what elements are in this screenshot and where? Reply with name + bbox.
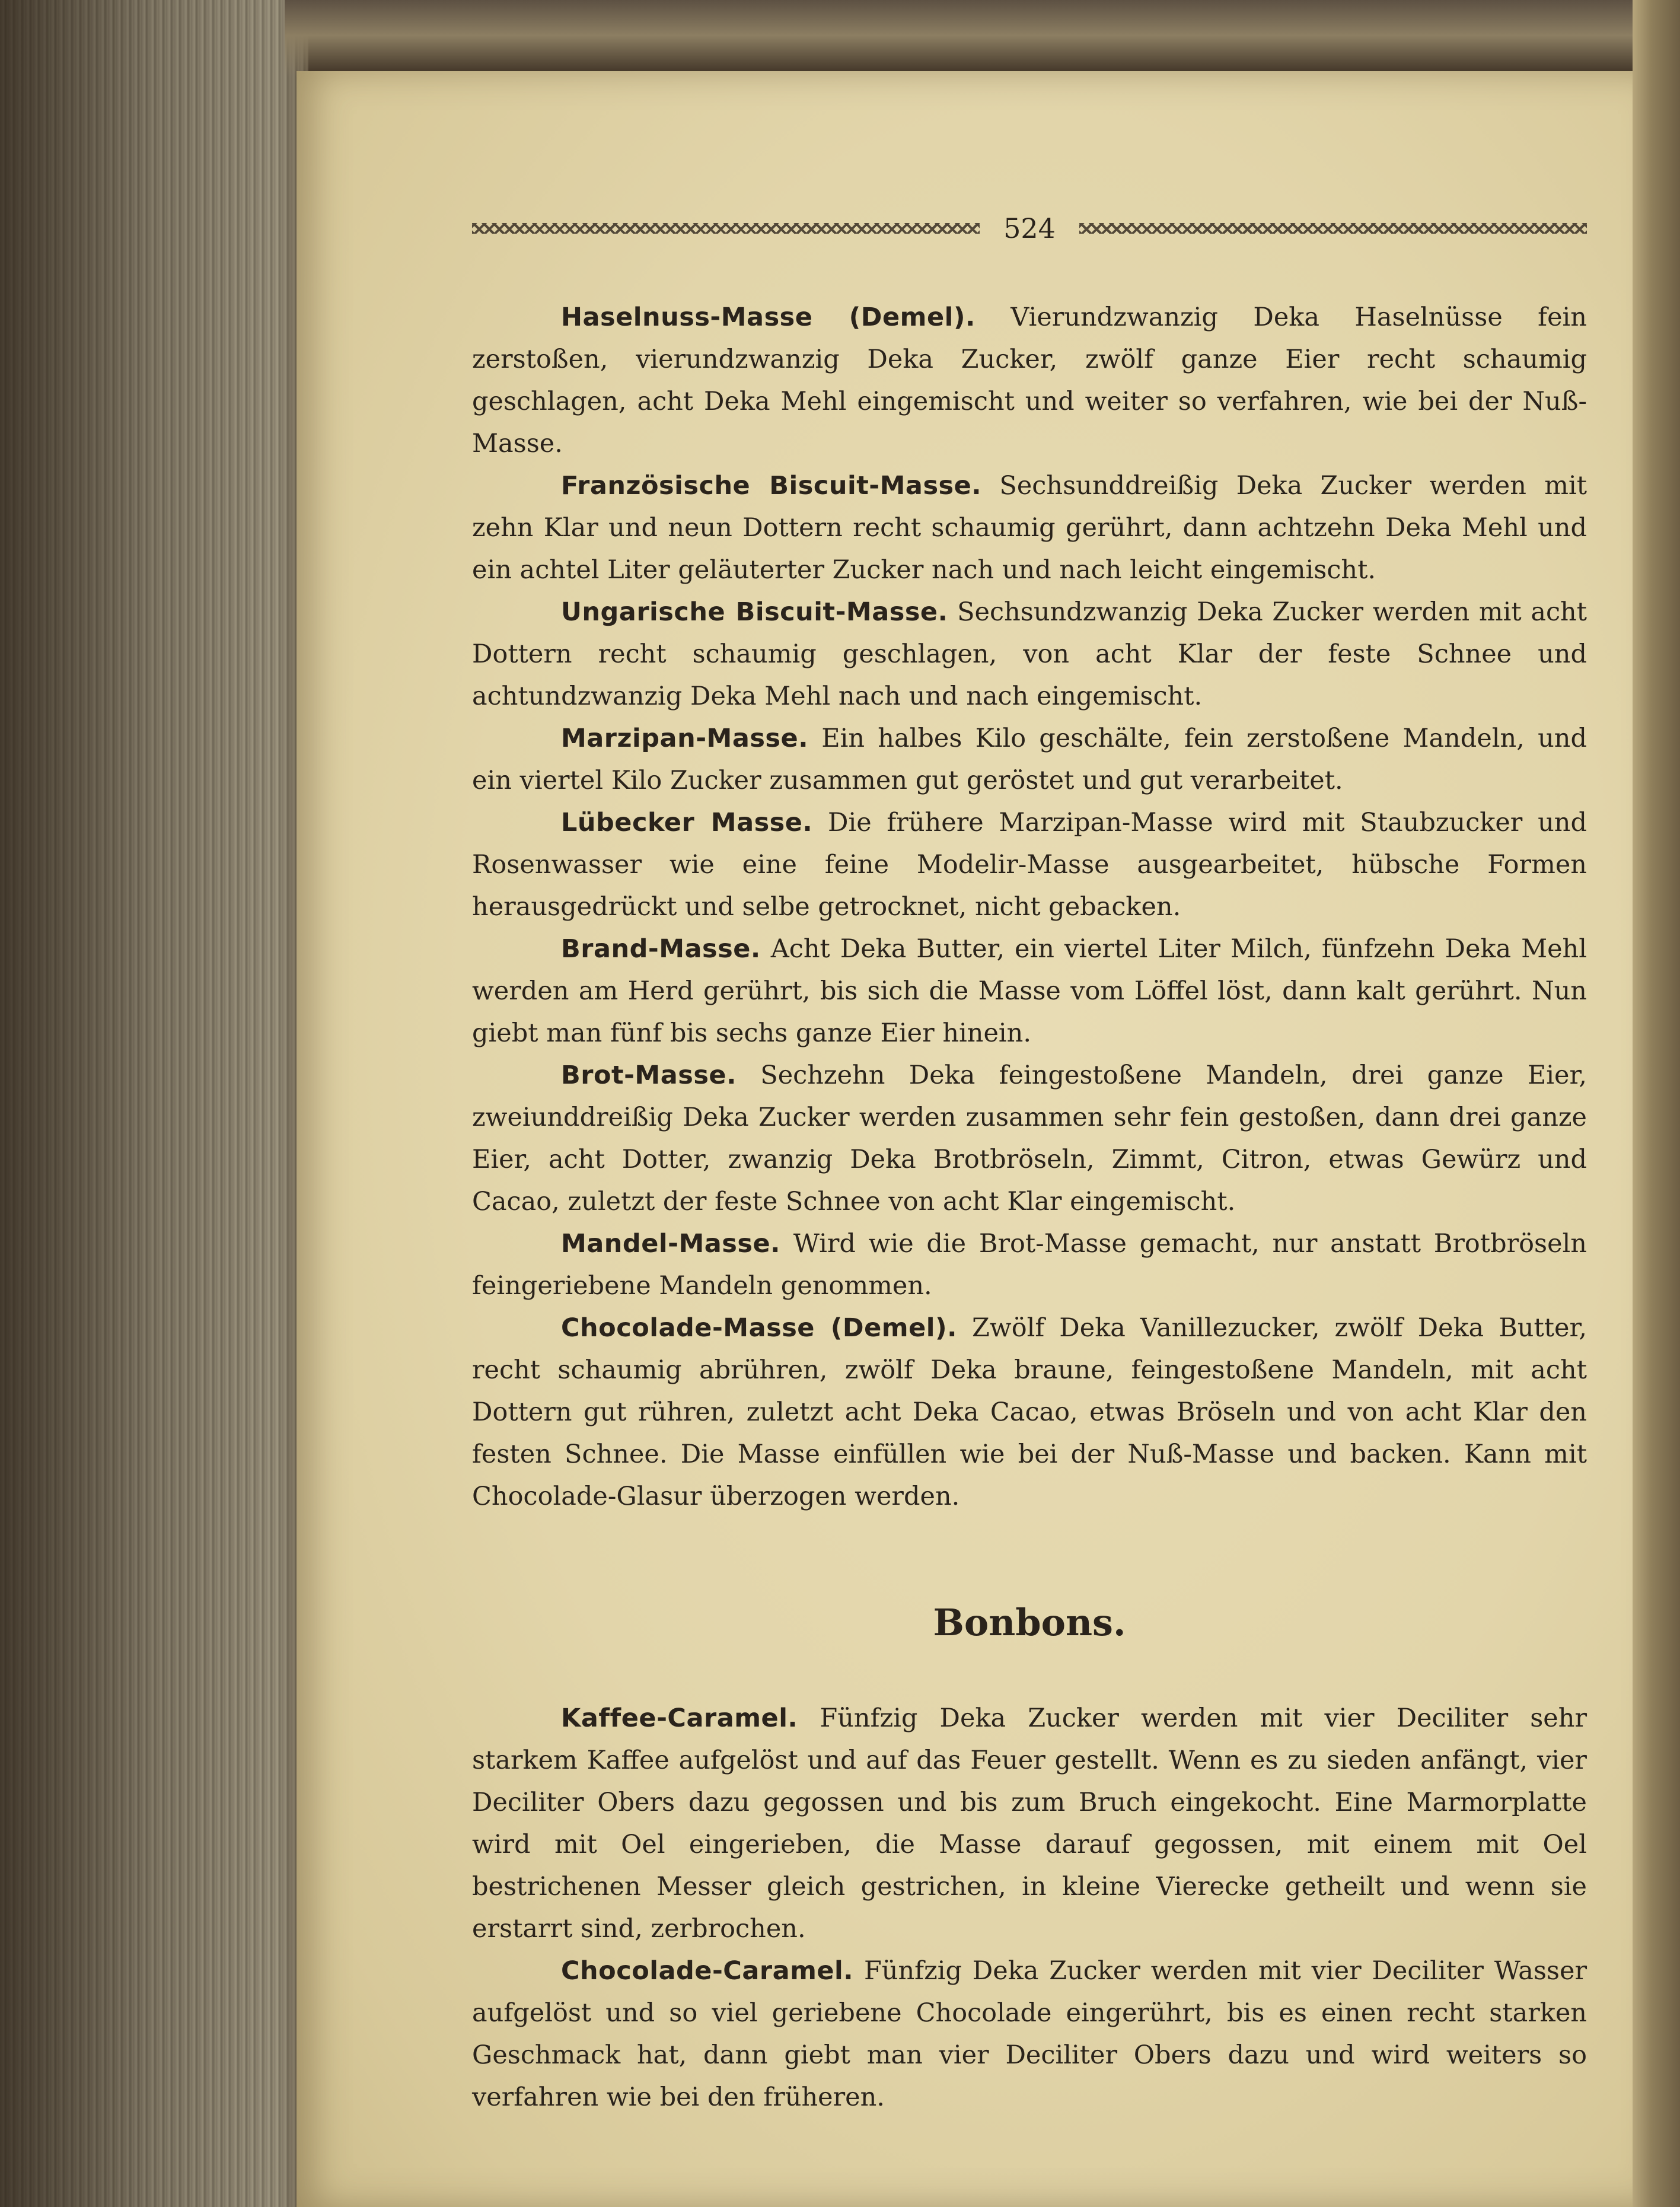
recipe-text: Sechzehn Deka feingestoßene Mandeln, drei ganze Eier, zweiunddreißig Deka Zucker werden zusammen sehr fein gestoßen, dann drei ganze Eier, acht Dotter, zwanzig Deka Brotbröseln, Zimmt, Citron, etwas Gewürz und Cacao, zuletzt der feste Schnee von acht Klar eingemischt. bbox=[472, 1060, 1587, 1216]
recipe-list bbox=[472, 297, 1587, 1518]
recipe-entry bbox=[472, 1698, 1587, 1950]
page-number: 524 bbox=[1003, 212, 1056, 244]
recipe-text: Sechsundzwanzig Deka Zucker werden mit acht Dottern recht schaumig geschlagen, von acht Klar der feste Schnee und achtundzwanzig Deka Mehl nach und nach eingemischt. bbox=[472, 597, 1587, 711]
ornament-left bbox=[472, 223, 980, 234]
recipe-text: Wird wie die Brot-Masse gemacht, nur anstatt Brotbröseln feingeriebene Mandeln genommen. bbox=[472, 1229, 1587, 1301]
top-edge bbox=[285, 0, 1649, 77]
recipe-title: Französische Biscuit-Masse. bbox=[561, 471, 982, 501]
binding-shadow bbox=[0, 0, 308, 2207]
bonbon-list bbox=[472, 1698, 1587, 2119]
recipe-title: Chocolade-Masse (Demel). bbox=[561, 1313, 957, 1343]
recipe-title: Brot-Masse. bbox=[561, 1060, 737, 1090]
recipe-title: Kaffee-Caramel. bbox=[561, 1703, 798, 1733]
recipe-title: Mandel-Masse. bbox=[561, 1229, 780, 1259]
page-content bbox=[472, 202, 1587, 2119]
recipe-entry bbox=[472, 1950, 1587, 2119]
recipe-title: Chocolade-Caramel. bbox=[561, 1956, 854, 1986]
recipe-entry bbox=[472, 718, 1587, 802]
recipe-entry bbox=[472, 297, 1587, 465]
recipe-text: Die frühere Marzipan-Masse wird mit Staubzucker und Rosenwasser wie eine feine Modelir-Masse ausgearbeitet, hübsche Formen herausgedrückt und selbe getrocknet, nicht gebacken. bbox=[472, 808, 1587, 922]
recipe-text: Fünfzig Deka Zucker werden mit vier Deciliter Wasser aufgelöst und so viel geriebene Chocolade eingerührt, bis es einen recht starken Geschmack hat, dann giebt man vier Deciliter Obers dazu und wird weiters so verfahren wie bei den früheren. bbox=[472, 1956, 1587, 2112]
recipe-text: Acht Deka Butter, ein viertel Liter Milch, fünfzehn Deka Mehl werden am Herd gerührt, bis sich die Masse vom Löffel löst, dann kalt gerührt. Nun giebt man fünf bis sechs ganze Eier hinein. bbox=[472, 934, 1587, 1048]
recipe-entry bbox=[472, 802, 1587, 928]
right-page-edge bbox=[1633, 0, 1680, 2207]
recipe-title: Haselnuss-Masse (Demel). bbox=[561, 302, 976, 332]
recipe-entry bbox=[472, 1055, 1587, 1223]
recipe-title: Lübecker Masse. bbox=[561, 808, 813, 837]
ornament-right bbox=[1079, 223, 1587, 234]
recipe-title: Marzipan-Masse. bbox=[561, 724, 809, 753]
recipe-entry bbox=[472, 928, 1587, 1055]
recipe-text: Zwölf Deka Vanillezucker, zwölf Deka Butter, recht schaumig abrühren, zwölf Deka braune, feingestoßene Mandeln, mit acht Dottern gut rühren, zuletzt acht Deka Cacao, etwas Bröseln und von acht Klar den festen Schnee. Die Masse einfüllen wie bei der Nuß-Masse und backen. Kann mit Chocolade-Glasur überzogen werden. bbox=[472, 1313, 1587, 1511]
recipe-text: Vierundzwanzig Deka Haselnüsse fein zerstoßen, vierundzwanzig Deka Zucker, zwölf ganze Eier recht schaumig geschlagen, acht Deka Mehl eingemischt und weiter so verfahren, wie bei der Nuß-Masse. bbox=[472, 302, 1587, 458]
recipe-title: Brand-Masse. bbox=[561, 934, 761, 964]
page-header bbox=[472, 202, 1587, 255]
recipe-entry bbox=[472, 1223, 1587, 1307]
recipe-text: Sechsunddreißig Deka Zucker werden mit zehn Klar und neun Dottern recht schaumig gerührt, dann achtzehn Deka Mehl und ein achtel Liter geläuterter Zucker nach und nach leicht eingemischt. bbox=[472, 471, 1587, 585]
recipe-title: Ungarische Biscuit-Masse. bbox=[561, 597, 948, 627]
recipe-text: Ein halbes Kilo geschälte, fein zerstoßene Mandeln, und ein viertel Kilo Zucker zusammen gut geröstet und gut verarbeitet. bbox=[472, 724, 1587, 795]
section-heading: Bonbons. bbox=[933, 1601, 1126, 1644]
recipe-entry bbox=[472, 591, 1587, 718]
recipe-entry bbox=[472, 465, 1587, 591]
recipe-entry bbox=[472, 1307, 1587, 1518]
recipe-text: Fünfzig Deka Zucker werden mit vier Deciliter sehr starkem Kaffee aufgelöst und auf das Feuer gestellt. Wenn es zu sieden anfängt, vier Deciliter Obers dazu gegossen und bis zum Bruch eingekocht. Eine Marmorplatte wird mit Oel eingerieben, die Masse darauf gegossen, mit einem mit Oel bestrichenen Messer gleich gestrichen, in kleine Vierecke getheilt und wenn sie erstarrt sind, zerbrochen. bbox=[472, 1703, 1587, 1944]
